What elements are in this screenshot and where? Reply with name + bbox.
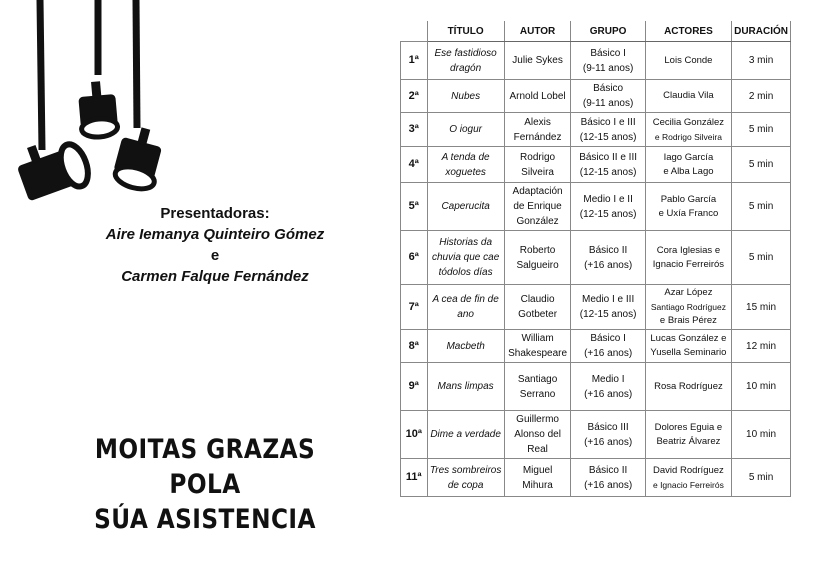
- cell-author: [504, 231, 571, 285]
- cell-group: [571, 80, 645, 113]
- table-row: [401, 411, 791, 459]
- cell-title-line: A tenda de: [441, 151, 490, 163]
- cell-actors-line: e Alba Lago: [663, 165, 714, 177]
- cell-group-line: Básico III: [587, 421, 629, 433]
- row-number: 6ª: [401, 231, 428, 285]
- cell-actors-line: Beatriz Álvarez: [656, 435, 721, 447]
- presenter-name-1: Aire Iemanya Quinteiro Gómez: [105, 226, 325, 243]
- cell-duration: 2 min: [732, 80, 791, 113]
- cell-group-line: (+16 anos): [584, 479, 633, 491]
- cell-group-line: (12-15 anos): [579, 309, 637, 320]
- table-row: [401, 231, 791, 285]
- cell-title-line: ano: [457, 309, 474, 320]
- cell-author: [504, 330, 571, 363]
- cell-duration: 5 min: [732, 231, 791, 285]
- thanks-line-1: MOITAS GRAZAS POLA: [94, 434, 316, 500]
- cell-actors-line: Dolores Eguia e: [654, 421, 723, 433]
- table-body: [401, 42, 791, 497]
- row-number: 9ª: [401, 363, 428, 411]
- cell-title-line: tódolos días: [438, 267, 493, 278]
- cell-author-line: de Enrique: [513, 201, 562, 212]
- cell-author-line: Shakespeare: [508, 348, 568, 359]
- cell-author-line: Adaptación: [512, 186, 563, 197]
- row-number: 10ª: [401, 411, 428, 459]
- cell-actors: [645, 147, 731, 183]
- cell-author: [504, 285, 571, 330]
- header-title: TÍTULO: [427, 21, 504, 42]
- cell-actors-line: Santiago Rodríguez: [650, 302, 726, 312]
- cell-title: [427, 285, 504, 330]
- table-row: [401, 330, 791, 363]
- cell-author: [504, 411, 571, 459]
- cell-title: [427, 411, 504, 459]
- cell-duration: 5 min: [732, 113, 791, 147]
- cell-actors: [645, 231, 731, 285]
- cell-group-line: (12-15 anos): [579, 208, 637, 220]
- cell-group: [571, 363, 645, 411]
- cell-group: [571, 459, 645, 497]
- cell-actors-line: Lois Conde: [664, 54, 713, 66]
- cell-title: [427, 183, 504, 231]
- cell-group: [571, 183, 645, 231]
- table-row: [401, 147, 791, 183]
- cell-author-line: Guillermo: [516, 414, 559, 425]
- cell-author-line: Alexis: [524, 116, 551, 128]
- header-number: [401, 21, 428, 42]
- cell-actors-line: Ignacio Ferreirós: [652, 258, 725, 270]
- cell-actors-line: Iago García: [663, 151, 714, 163]
- cell-actors-line: e Brais Pérez: [659, 315, 717, 326]
- cell-actors-line: Azar López: [664, 287, 713, 298]
- cell-title-line: Tres sombreiros: [429, 464, 502, 476]
- cell-title-line: Ese fastidioso: [434, 47, 497, 59]
- table-row: [401, 285, 791, 330]
- cell-actors: [645, 363, 731, 411]
- cell-duration: 5 min: [732, 147, 791, 183]
- cell-group-line: (12-15 anos): [579, 166, 637, 178]
- cell-group-line: Básico I: [590, 47, 626, 59]
- cell-title-line: chuvia que cae: [431, 252, 500, 263]
- presenters-block: [95, 203, 335, 287]
- cell-title: [427, 80, 504, 113]
- cell-actors: [645, 80, 731, 113]
- cell-author-line: Santiago: [517, 373, 558, 385]
- cell-actors-line: David Rodríguez: [653, 464, 724, 476]
- cell-author-line: Salgueiro: [516, 259, 559, 271]
- presenter-name-2: Carmen Falque Fernández: [121, 268, 309, 285]
- cell-author: [504, 363, 571, 411]
- row-number: 3ª: [401, 113, 428, 147]
- program-table: [400, 21, 791, 497]
- cell-actors: [645, 459, 731, 497]
- table-row: [401, 113, 791, 147]
- cell-actors-line: Rosa Rodríguez: [654, 380, 723, 392]
- cell-group-line: Medio I e II: [583, 193, 633, 205]
- cell-actors: [645, 330, 731, 363]
- cell-duration: 5 min: [732, 459, 791, 497]
- cell-group-line: Básico II: [588, 464, 628, 476]
- cell-title: [427, 147, 504, 183]
- cell-group-line: Básico I: [590, 333, 626, 344]
- row-number: 5ª: [401, 183, 428, 231]
- row-number: 8ª: [401, 330, 428, 363]
- cell-title-line: xoguetes: [445, 166, 486, 178]
- header-author: AUTOR: [504, 21, 571, 42]
- cell-group-line: (+16 anos): [584, 259, 633, 271]
- table-header-row: [401, 21, 791, 42]
- cell-author-line: Claudio: [520, 294, 555, 305]
- cell-duration: 5 min: [732, 183, 791, 231]
- cell-title-line: Dime a verdade: [430, 429, 501, 440]
- cell-actors-line: Claudia Vila: [663, 90, 714, 101]
- cell-author-line: Silveira: [521, 166, 554, 178]
- cell-title-line: dragón: [450, 62, 482, 74]
- cell-actors-line: e Rodrigo Silveira: [654, 131, 722, 142]
- cell-title-line: O iogur: [449, 124, 483, 135]
- cell-actors: [645, 113, 731, 147]
- header-group: GRUPO: [571, 21, 645, 42]
- cell-group-line: Básico I e III: [580, 116, 636, 128]
- cell-title: [427, 363, 504, 411]
- cell-author: [504, 183, 571, 231]
- cell-duration: 15 min: [732, 285, 791, 330]
- table-row: [401, 363, 791, 411]
- cell-author-line: Real: [527, 444, 548, 455]
- cell-group-line: Básico II e III: [579, 151, 638, 163]
- table-row: [401, 80, 791, 113]
- cell-actors: [645, 411, 731, 459]
- cell-group: [571, 330, 645, 363]
- cell-author-line: González: [516, 216, 559, 227]
- row-number: 11ª: [401, 459, 428, 497]
- cell-actors: [645, 42, 731, 80]
- cell-group: [571, 113, 645, 147]
- cell-actors-line: e Ignacio Ferreirós: [652, 479, 724, 490]
- cell-group-line: (9-11 anos): [582, 98, 634, 109]
- cell-duration: 12 min: [732, 330, 791, 363]
- row-number: 7ª: [401, 285, 428, 330]
- cell-group-line: Básico II: [588, 244, 628, 256]
- row-number: 4ª: [401, 147, 428, 183]
- cell-title: [427, 330, 504, 363]
- cell-author-line: Alonso del: [514, 429, 561, 440]
- cell-group-line: (+16 anos): [584, 388, 633, 400]
- cell-title: [427, 113, 504, 147]
- stage-lights-illustration: [8, 0, 208, 220]
- cell-author-line: Rodrigo: [520, 151, 556, 163]
- cell-title-line: Macbeth: [446, 340, 485, 352]
- cell-group: [571, 231, 645, 285]
- cell-author-line: Mihura: [522, 479, 553, 491]
- cell-author: [504, 80, 571, 113]
- cell-author: [504, 113, 571, 147]
- cell-title-line: Mans limpas: [437, 381, 494, 392]
- cell-title: [427, 459, 504, 497]
- cell-title: [427, 42, 504, 80]
- cell-actors: [645, 183, 731, 231]
- cell-group-line: Medio I e III: [581, 294, 635, 305]
- cell-actors-line: Cecilia González: [652, 116, 725, 128]
- table-row: [401, 183, 791, 231]
- cell-author: [504, 459, 571, 497]
- cell-title-line: Caperucita: [441, 201, 490, 212]
- cell-author-line: William: [521, 333, 554, 344]
- cell-author-line: Arnold Lobel: [509, 90, 566, 102]
- cell-duration: 3 min: [732, 42, 791, 80]
- row-number: 2ª: [401, 80, 428, 113]
- cell-duration: 10 min: [732, 411, 791, 459]
- cell-title-line: de copa: [447, 479, 484, 491]
- cell-author-line: Miguel: [522, 464, 553, 476]
- cell-group: [571, 147, 645, 183]
- cell-actors-line: Yusella Seminario: [650, 347, 727, 358]
- cell-actors-line: Pablo García: [660, 193, 717, 205]
- cell-group-line: (12-15 anos): [579, 131, 637, 143]
- cell-actors-line: e Uxía Franco: [658, 207, 719, 219]
- table-row: [401, 459, 791, 497]
- row-number: 1ª: [401, 42, 428, 80]
- cell-title: [427, 231, 504, 285]
- presenters-heading: Presentadoras:: [160, 205, 270, 222]
- cell-author-line: Serrano: [519, 388, 556, 400]
- cell-group-line: (+16 anos): [584, 348, 633, 359]
- cell-group: [571, 285, 645, 330]
- table-row: [401, 42, 791, 80]
- cell-group-line: Básico: [593, 83, 624, 94]
- presenters-conjunction: e: [210, 247, 220, 264]
- thanks-line-2: SÚA ASISTENCIA: [94, 504, 316, 535]
- cell-author: [504, 42, 571, 80]
- cell-author-line: Julie Sykes: [512, 55, 563, 66]
- cell-author-line: Fernández: [513, 131, 562, 143]
- cell-group-line: (9-11 anos): [582, 62, 634, 74]
- header-duration: DURACIÓN: [732, 21, 791, 42]
- thanks-message: [76, 432, 334, 537]
- cell-title-line: A cea de fin de: [432, 294, 499, 305]
- cell-duration: 10 min: [732, 363, 791, 411]
- header-actors: ACTORES: [645, 21, 731, 42]
- cell-author-line: Roberto: [519, 244, 556, 256]
- cell-actors-line: Lucas González e: [650, 333, 727, 344]
- cell-actors: [645, 285, 731, 330]
- cell-author: [504, 147, 571, 183]
- cell-title-line: Historias da: [439, 237, 493, 248]
- cell-author-line: Gotbeter: [518, 309, 558, 320]
- cell-actors-line: Cora Iglesias e: [656, 244, 721, 256]
- cell-group-line: Medio I: [591, 373, 625, 385]
- cell-group: [571, 411, 645, 459]
- cell-title-line: Nubes: [451, 90, 481, 102]
- cell-group-line: (+16 anos): [584, 436, 633, 448]
- cell-group: [571, 42, 645, 80]
